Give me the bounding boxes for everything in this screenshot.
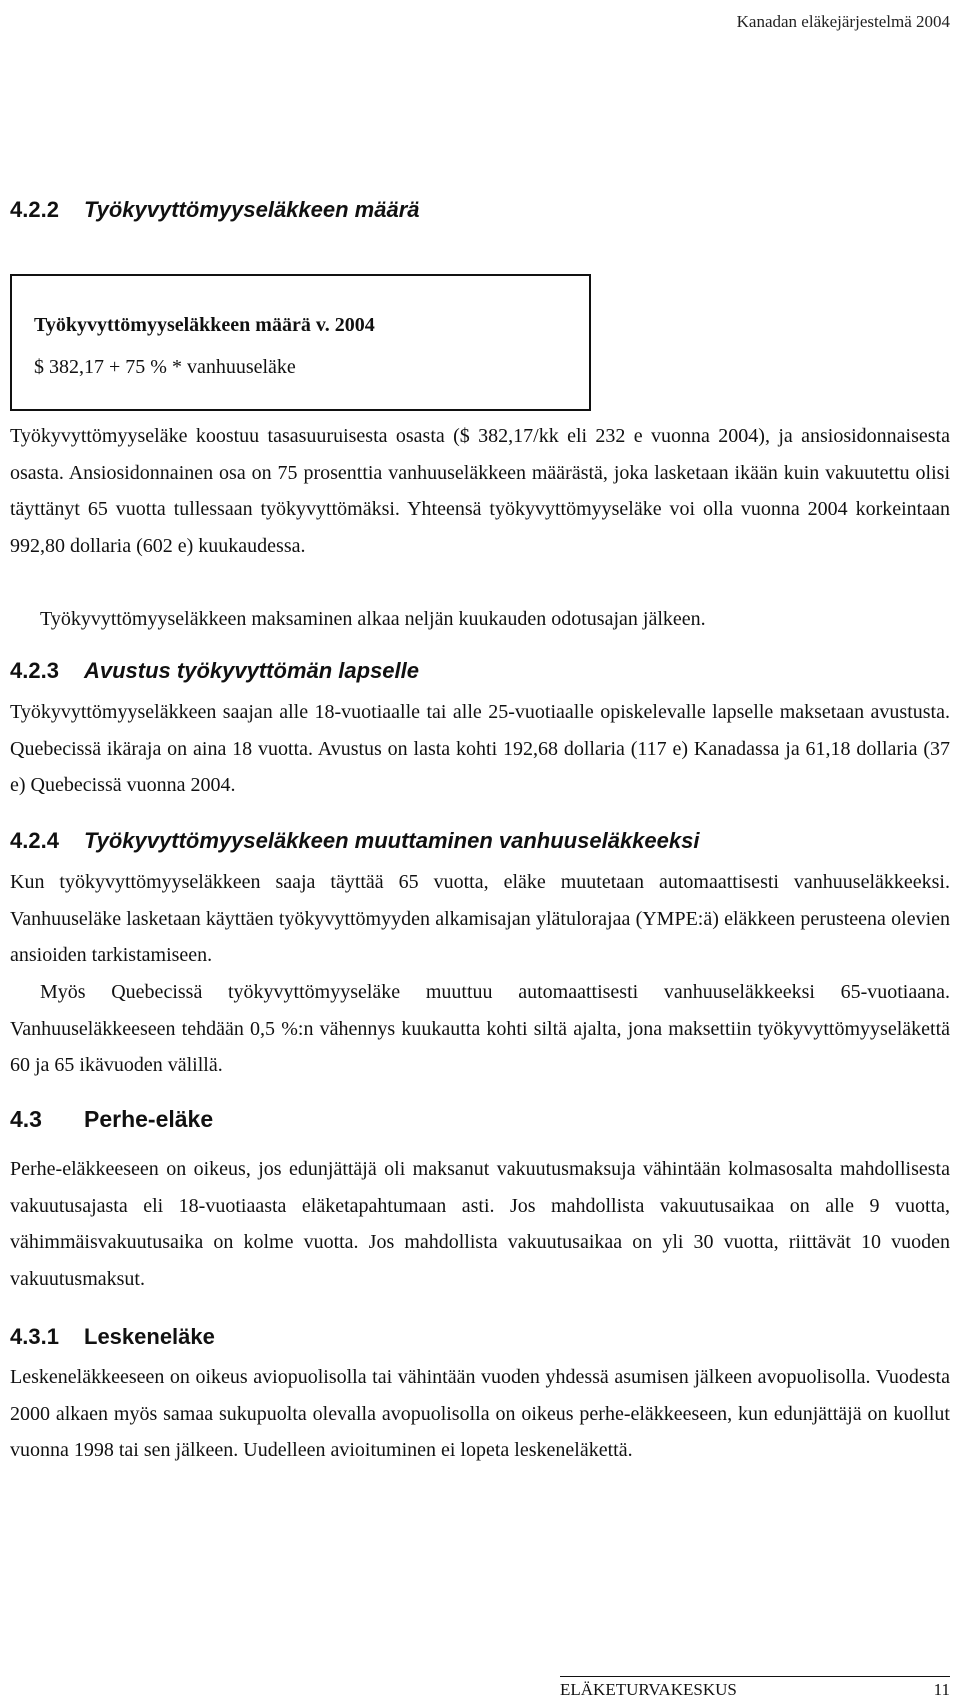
section-title: Työkyvyttömyyseläkkeen määrä — [84, 197, 420, 222]
paragraph-conversion-canada: Kun työkyvyttömyyseläkkeen saaja täyttää 65 vuotta, eläke muutetaan automaattisesti vanhuuseläkkeeksi. Vanhuuseläke lasketaan käyttäen työkyvyttömyyden alkamisajan ylätulorajaa (YMPE:ä) eläkkeen perusteena olevien ansioiden tarkistamiseen. — [10, 871, 950, 966]
footer-page-number: 11 — [933, 1680, 950, 1699]
formula-box-formula: $ 382,17 + 75 % * vanhuuseläke — [34, 356, 296, 378]
section-number: 4.2.2 — [10, 197, 59, 222]
section-4-3-heading — [10, 1106, 213, 1133]
section-4-2-4-heading — [10, 828, 699, 854]
section-title: Avustus työkyvyttömän lapselle — [84, 658, 420, 683]
running-header: Kanadan eläkejärjestelmä 2004 — [736, 12, 950, 31]
section-number: 4.3 — [10, 1106, 42, 1132]
section-title: Työkyvyttömyyseläkkeen muuttaminen vanhuuseläkkeeksi — [84, 828, 700, 853]
footer — [560, 1680, 950, 1700]
formula-box — [10, 274, 591, 411]
section-title: Leskeneläke — [84, 1324, 215, 1349]
footer-divider — [560, 1676, 950, 1677]
paragraph-survivor-pension: Perhe-eläkkeeseen on oikeus, jos edunjättäjä oli maksanut vakuutusmaksuja vähintään kolmasosalta mahdollisesta vakuutusajasta eli 18-vuotiaasta eläketapahtumaan asti. Jos mahdollista vakuutusaikaa on alle 9 vuotta, vähimmäisvakuutusaika on kolme vuotta. Jos mahdollista vakuutusaikaa on yli 30 vuotta, riittävät 10 vuoden vakuutusmaksut. — [10, 1158, 950, 1290]
section-number: 4.3.1 — [10, 1324, 59, 1349]
section-4-3-1-heading — [10, 1324, 215, 1350]
section-4-2-2-heading — [10, 197, 420, 223]
paragraph-conversion-quebec: Myös Quebecissä työkyvyttömyyseläke muuttuu automaattisesti vanhuuseläkkeeksi 65-vuotiaana. Vanhuuseläkkeeseen tehdään 0,5 %:n vähennys kuukautta kohti siltä ajalta, jona maksettiin työkyvyttömyyseläkettä 60 ja 65 ikävuoden välillä. — [10, 981, 950, 1076]
formula-box-title: Työkyvyttömyyseläkkeen määrä v. 2004 — [34, 314, 375, 336]
paragraph-widow-pension: Leskeneläkkeeseen on oikeus aviopuolisolla tai vähintään vuoden yhdessä asumisen jälkeen avopuolisolla. Vuodesta 2000 alkaen myös samaa sukupuolta olevalla avopuolisolla on oikeus perhe-eläkkeeseen, kun edunjättäjä on kuollut vuonna 1998 tai sen jälkeen. Uudelleen avioituminen ei lopeta leskeneläkettä. — [10, 1366, 950, 1461]
paragraph-waiting-period: Työkyvyttömyyseläkkeen maksaminen alkaa neljän kuukauden odotusajan jälkeen. — [40, 608, 706, 630]
section-title: Perhe-eläke — [84, 1106, 214, 1132]
section-4-2-3-heading — [10, 658, 419, 684]
paragraph-child-benefit: Työkyvyttömyyseläkkeen saajan alle 18-vuotiaalle tai alle 25-vuotiaalle opiskelevalle lapselle maksetaan avustusta. Quebecissä ikäraja on aina 18 vuotta. Avustus on lasta kohti 192,68 dollaria (117 e) Kanadassa ja 61,18 dollaria (37 e) Quebecissä vuonna 2004. — [10, 701, 950, 796]
section-number: 4.2.4 — [10, 828, 59, 853]
paragraph-disability-pension-amount: Työkyvyttömyyseläke koostuu tasasuuruisesta osasta ($ 382,17/kk eli 232 e vuonna 2004), ja ansiosidonnaisesta osasta. Ansiosidonnainen osa on 75 prosenttia vanhuuseläkkeen määrästä, joka lasketaan ikään kuin vakuutettu olisi täyttänyt 65 vuotta tullessaan työkyvyttömäksi. Yhteensä työkyvyttömyyseläke voi olla vuonna 2004 korkeintaan 992,80 dollaria (602 e) kuukaudessa. — [10, 425, 950, 557]
section-number: 4.2.3 — [10, 658, 59, 683]
footer-publisher: ELÄKETURVAKESKUS — [560, 1680, 737, 1699]
